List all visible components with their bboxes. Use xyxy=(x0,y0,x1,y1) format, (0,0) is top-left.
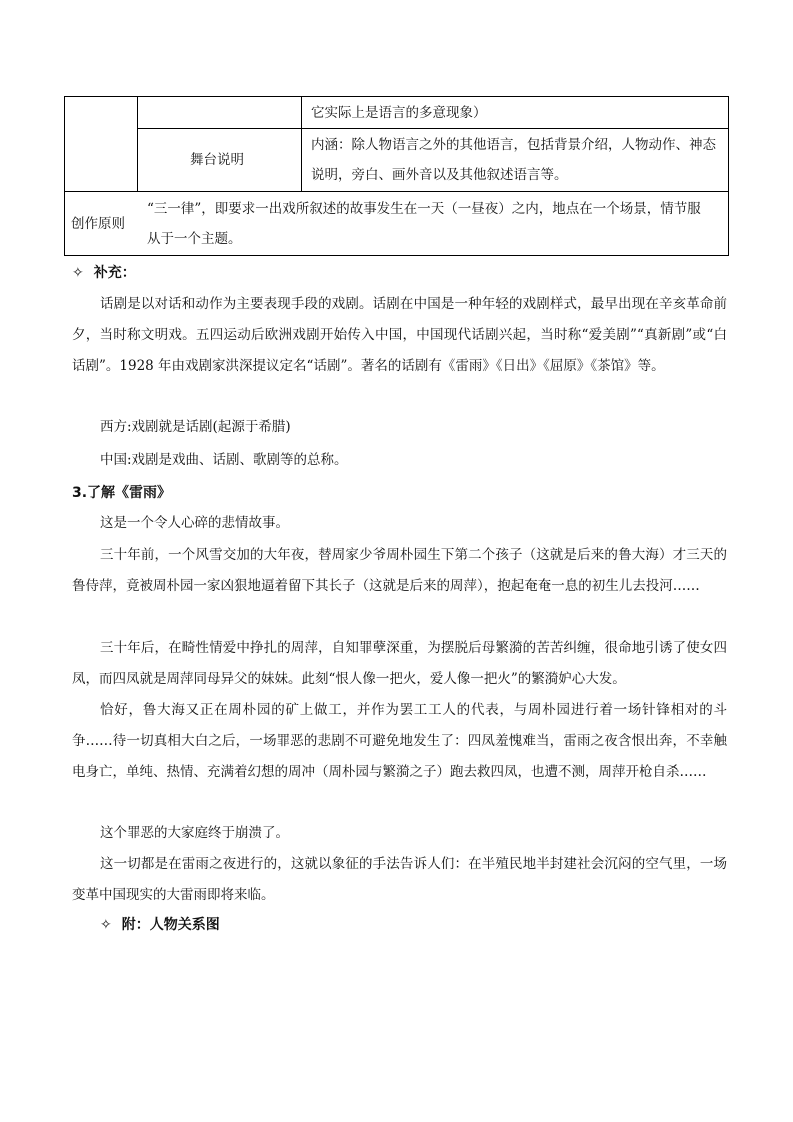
table-cell-creation-principle: 创作原则 xyxy=(71,216,125,232)
supplement-paragraph: 话剧是以对话和动作为主要表现手段的戏剧。话剧在中国是一种年轻的戏剧样式，最早出现在辛亥革命前夕，当时称文明戏。五四运动后欧洲戏剧开始传入中国，中国现代话剧兴起，当时称“爱美剧”“真新剧”或“白话剧”。1928 年由戏剧家洪深提议定名“话剧”。著名的话剧有《雷雨》《日出》《屈原》《茶馆》等。 xyxy=(72,296,727,374)
story-paragraph-5: 这个罪恶的大家庭终于崩溃了。 xyxy=(100,825,289,841)
table-cell-row3-line2: 从于一个主题。 xyxy=(147,231,242,247)
appendix-heading-text: 附：人物关系图 xyxy=(121,917,220,933)
supplement-heading-text: 补充： xyxy=(93,265,136,281)
china-definition: 中国:戏剧是戏曲、话剧、歌剧等的总称。 xyxy=(100,452,348,468)
table-cell-row2-line2: 说明，旁白、画外音以及其他叙述语言等。 xyxy=(311,167,568,183)
west-definition: 西方:戏剧就是话剧(起源于希腊) xyxy=(100,419,291,435)
table-cell-row2-line1: 内涵：除人物语言之外的其他语言，包括背景介绍，人物动作、神态 xyxy=(311,137,716,153)
drama-table xyxy=(64,96,729,256)
supplement-heading xyxy=(72,262,136,282)
story-paragraph-2: 三十年前，一个风雪交加的大年夜，替周家少爷周朴园生下第二个孩子（这就是后来的鲁大海）才三天的鲁侍萍，竟被周朴园一家凶狠地逼着留下其长子（这就是后来的周萍），抱起奄奄一息的初生儿去投河…… xyxy=(72,547,727,594)
table-divider xyxy=(137,97,138,191)
story-paragraph-1: 这是一个令人心碎的悲情故事。 xyxy=(100,515,289,531)
section3-heading: 3.了解《雷雨》 xyxy=(72,485,172,501)
table-cell-row1-right: 它实际上是语言的多意现象） xyxy=(311,105,487,121)
table-divider xyxy=(65,191,729,192)
table-cell-row3-line1: “三一律”，即要求一出戏所叙述的故事发生在一天（一昼夜）之内，地点在一个场景，情节服 xyxy=(147,201,701,217)
story-paragraph-4: 恰好，鲁大海又正在周朴园的矿上做工，并作为罢工工人的代表，与周朴园进行着一场针锋相对的斗争……待一切真相大白之后，一场罪恶的悲剧不可避免地发生了：四凤羞愧难当，雷雨之夜含恨出奔，不幸触电身亡，单纯、热情、充满着幻想的周冲（周朴园与繁漪之子）跑去救四凤，也遭不测，周萍开枪自杀…… xyxy=(72,702,727,780)
story-paragraph-6: 这一切都是在雷雨之夜进行的，这就以象征的手法告诉人们：在半殖民地半封建社会沉闷的空气里，一场变革中国现实的大雷雨即将来临。 xyxy=(72,856,727,903)
story-paragraph-3: 三十年后，在畸性情爱中挣扎的周萍，自知罪孽深重，为摆脱后母繁漪的苦苦纠缠，很命地引诱了使女四凤，而四凤就是周萍同母异父的妹妹。此刻“恨人像一把火，爱人像一把火”的繁漪妒心大发。 xyxy=(72,640,727,687)
table-divider xyxy=(301,97,302,191)
appendix-heading xyxy=(100,914,220,934)
table-cell-stage-direction: 舞台说明 xyxy=(190,152,244,168)
diamond-bullet-icon: ✧ xyxy=(100,917,112,933)
diamond-bullet-icon: ✧ xyxy=(72,265,84,281)
